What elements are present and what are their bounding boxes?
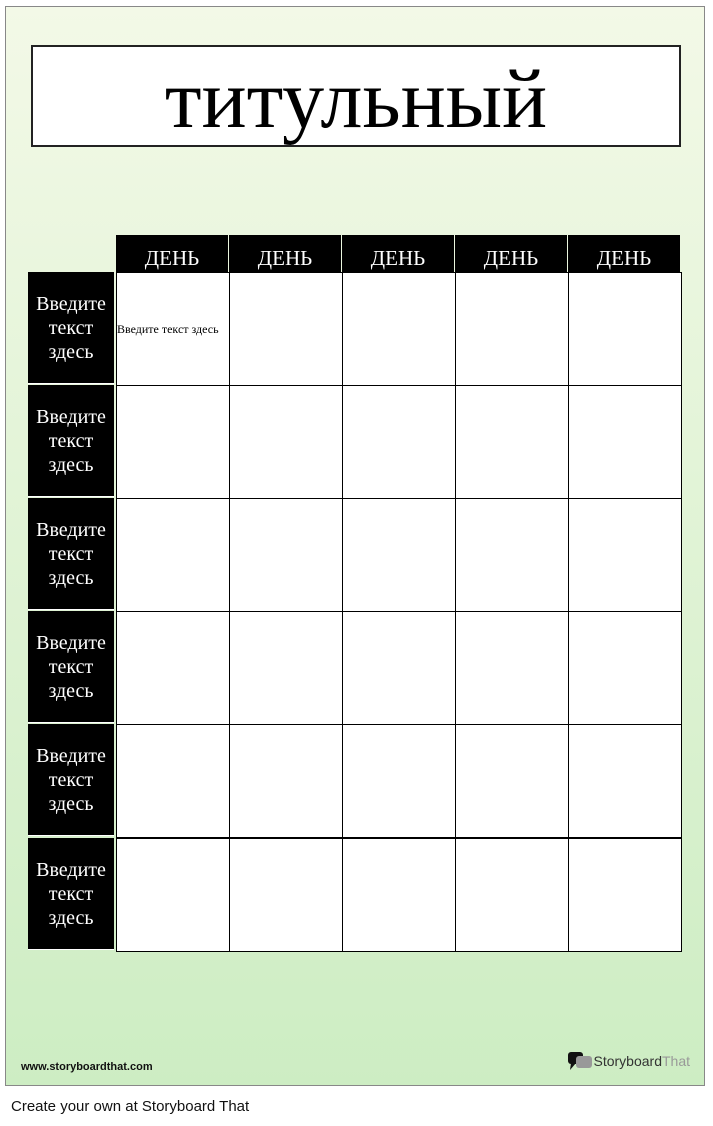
speech-bubbles-icon xyxy=(568,1051,594,1071)
grid-cell[interactable] xyxy=(116,724,230,838)
grid-cell[interactable] xyxy=(229,272,343,386)
title-box[interactable] xyxy=(31,45,681,147)
grid-cell[interactable] xyxy=(342,724,456,838)
grid-cell[interactable] xyxy=(229,838,343,952)
column-header[interactable]: ДЕНЬ xyxy=(455,235,567,272)
column-header[interactable]: ДЕНЬ xyxy=(229,235,341,272)
grid-cell[interactable] xyxy=(342,498,456,612)
page-title: титульный xyxy=(164,53,548,146)
column-header[interactable]: ДЕНЬ xyxy=(116,235,228,272)
grid-cell[interactable] xyxy=(455,498,569,612)
grid-cell[interactable] xyxy=(116,611,230,725)
grid-cell[interactable] xyxy=(116,838,230,952)
footer-link[interactable]: Create your own at Storyboard That xyxy=(11,1098,250,1115)
grid-cell[interactable] xyxy=(342,611,456,725)
grid-cell[interactable] xyxy=(116,385,230,499)
row-label[interactable]: Введите текст здесь xyxy=(28,498,114,610)
grid-cell[interactable] xyxy=(229,724,343,838)
column-header[interactable]: ДЕНЬ xyxy=(342,235,454,272)
grid-cell[interactable] xyxy=(229,385,343,499)
worksheet-poster xyxy=(5,6,705,1086)
grid-cell[interactable] xyxy=(455,611,569,725)
row-label[interactable]: Введите текст здесь xyxy=(28,272,114,384)
row-label[interactable]: Введите текст здесь xyxy=(28,385,114,497)
grid-cell[interactable] xyxy=(342,272,456,386)
grid-cell[interactable] xyxy=(568,611,682,725)
grid-cell[interactable] xyxy=(568,838,682,952)
logo-suffix: That xyxy=(661,1053,690,1069)
watermark-url[interactable]: www.storyboardthat.com xyxy=(21,1061,153,1073)
grid-cell[interactable] xyxy=(568,385,682,499)
cell-text: Введите текст здесь xyxy=(117,321,219,336)
column-header[interactable]: ДЕНЬ xyxy=(568,235,680,272)
grid-cell[interactable] xyxy=(342,838,456,952)
grid-cell[interactable] xyxy=(568,724,682,838)
row-label[interactable]: Введите текст здесь xyxy=(28,838,114,950)
grid-cell[interactable] xyxy=(455,385,569,499)
row-label[interactable]: Введите текст здесь xyxy=(28,724,114,836)
storyboardthat-logo[interactable] xyxy=(568,1051,691,1071)
grid-cell[interactable] xyxy=(229,498,343,612)
grid-cell[interactable] xyxy=(229,611,343,725)
row-label[interactable]: Введите текст здесь xyxy=(28,611,114,723)
grid-cell[interactable] xyxy=(568,498,682,612)
logo-brand: Storyboard xyxy=(593,1053,662,1069)
grid-cell[interactable] xyxy=(455,724,569,838)
grid-cell[interactable] xyxy=(455,838,569,952)
grid-cell[interactable] xyxy=(116,272,230,386)
grid-cell[interactable] xyxy=(342,385,456,499)
grid-cell[interactable] xyxy=(568,272,682,386)
grid-cell[interactable] xyxy=(455,272,569,386)
grid-cell[interactable] xyxy=(116,498,230,612)
